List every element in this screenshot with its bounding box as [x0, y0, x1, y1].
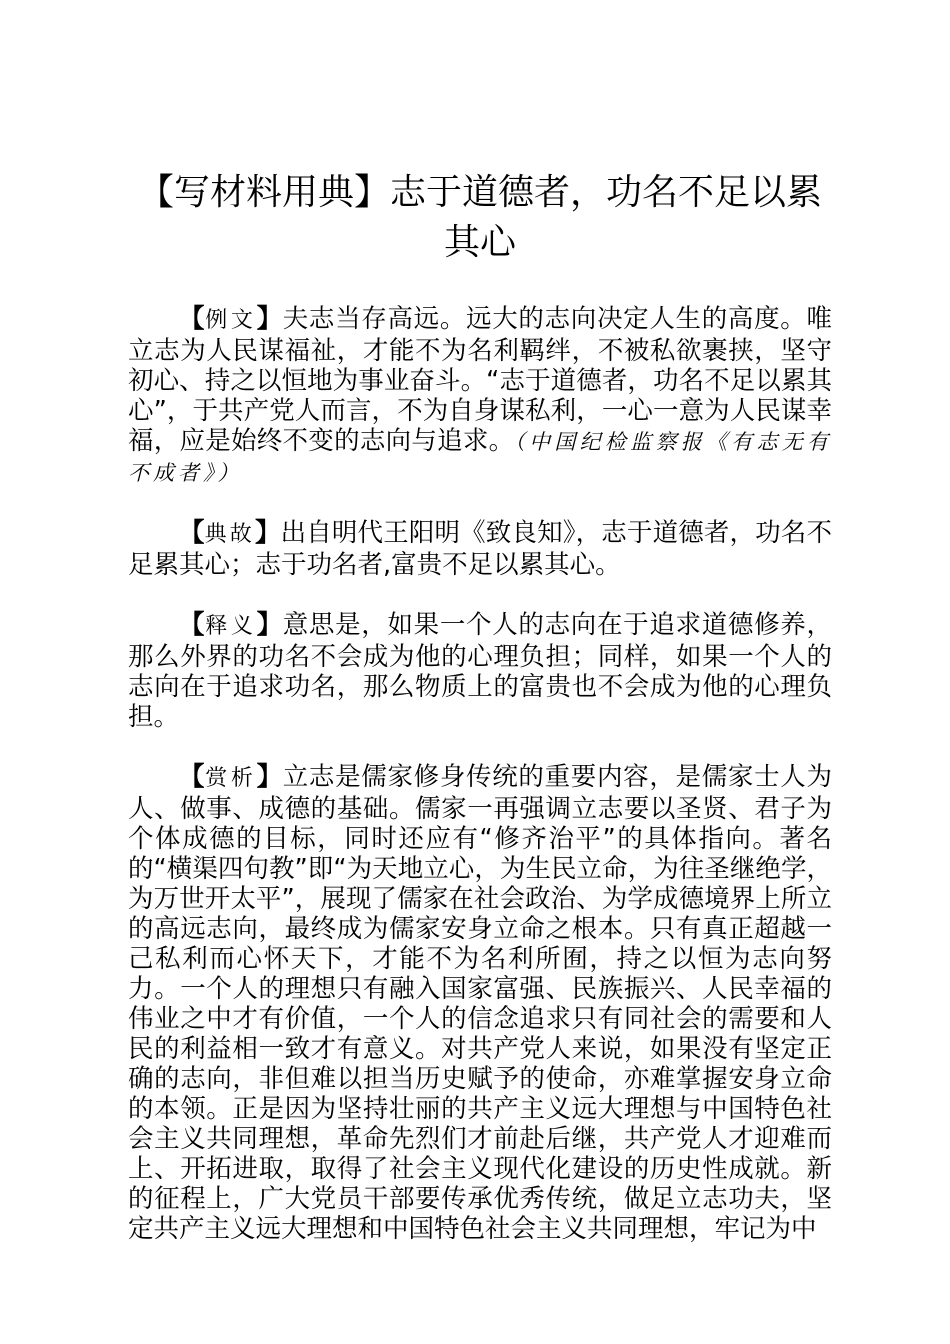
section-allusion [128, 518, 832, 580]
section-tag-open: 【 [179, 304, 206, 334]
section-meaning [128, 610, 832, 732]
section-body: 出自明代王阳明《致良知》，志于道德者，功名不足累其心；志于功名者,富贵不足以累其心。 [128, 518, 832, 580]
section-tag-open: 【 [179, 610, 206, 640]
document-title: 【写材料用典】志于道德者，功名不足以累其心 [137, 172, 822, 263]
section-tag-name: 释义 [205, 614, 257, 639]
section-source: （中国纪检监察报《有志无有不成者》） [128, 430, 832, 485]
section-body: 夫志当存高远。远大的志向决定人生的高度。唯立志为人民谋福祉，才能不为名利羁绊，不被私欲裹挟，坚守初心、持之以恒地为事业奋斗。“志于道德者，功名不足以累其心”，于共产党人而言，不为自身谋私利，一心一意为人民谋幸福，应是始终不变的志向与追求。 [128, 304, 832, 456]
section-appreciation [128, 762, 832, 1244]
section-tag-close: 】 [256, 304, 283, 334]
section-tag-close: 】 [254, 518, 281, 548]
document-page [128, 168, 832, 1274]
section-tag-name: 典故 [204, 522, 255, 547]
section-example [128, 304, 832, 488]
section-tag-name: 例文 [205, 308, 257, 333]
section-tag-open: 【 [179, 518, 205, 548]
section-body: 立志是儒家修身传统的重要内容，是儒家士人为人、做事、成德的基础。儒家一再强调立志要以圣贤、君子为个体成德的目标，同时还应有“修齐治平”的具体指向。著名的“横渠四句教”即“为天地立心，为生民立命，为往圣继绝学，为万世开太平”，展现了儒家在社会政治、为学成德境界上所立的高远志向，最终成为儒家安身立命之根本。只有真正超越一己私利而心怀天下，才能不为名利所囿，持之以恒为志向努力。一个人的理想只有融入国家富强、民族振兴、人民幸福的伟业之中才有价值，一个人的信念追求只有同社会的需要和人民的利益相一致才有意义。对共产党人来说，如果没有坚定正确的志向，非但难以担当历史赋予的使命，亦难掌握安身立命的本领。正是因为坚持壮丽的共产主义远大理想与中国特色社会主义共同理想，革命先烈们才前赴后继，共产党人才迎难而上、开拓进取，取得了社会主义现代化建设的历史性成就。新的征程上，广大党员干部要传承优秀传统，做足立志功夫，坚定共产主义远大理想和中国特色社会主义共同理想，牢记为中 [128, 762, 832, 1244]
section-tag-close: 】 [256, 610, 283, 640]
section-tag-name: 赏析 [205, 766, 257, 791]
section-tag-close: 】 [256, 762, 283, 792]
section-tag-open: 【 [179, 762, 206, 792]
section-body: 意思是，如果一个人的志向在于追求道德修养，那么外界的功名不会成为他的心理负担；同样，如果一个人的志向在于追求功名，那么物质上的富贵也不会成为他的心理负担。 [128, 610, 832, 732]
